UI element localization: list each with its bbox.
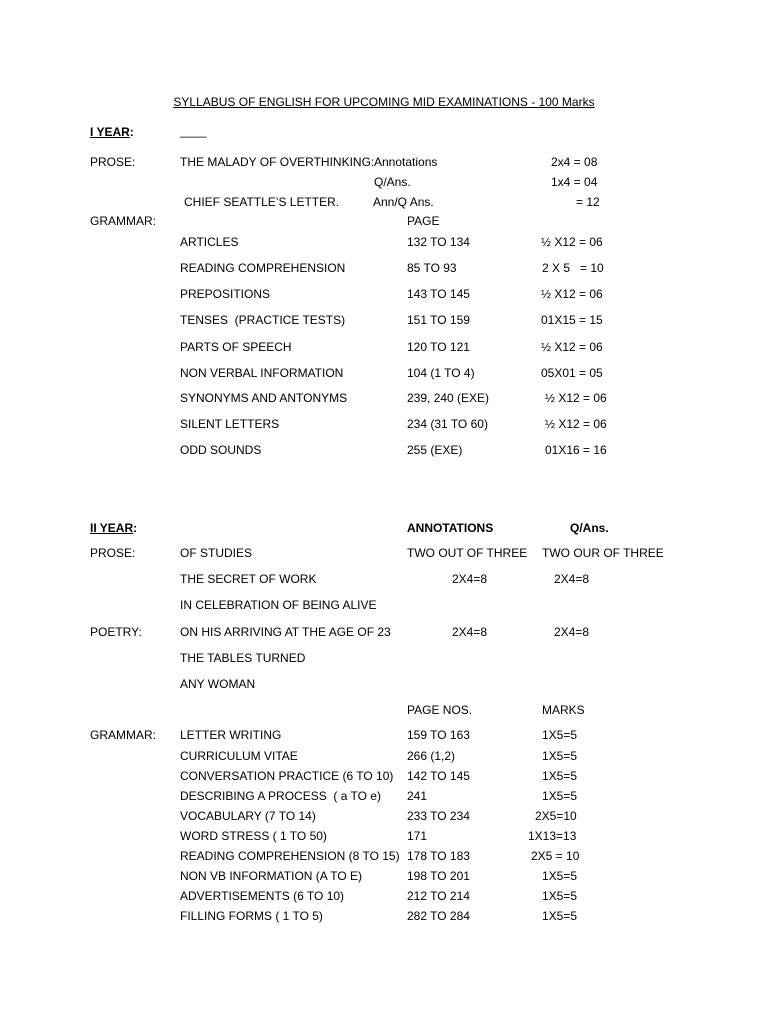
year2-grammar-topic: FILLING FORMS ( 1 TO 5) bbox=[180, 909, 323, 923]
year2-prose-name: IN CELEBRATION OF BEING ALIVE bbox=[180, 598, 377, 612]
year2-poetry-qans: 2X4=8 bbox=[554, 625, 590, 639]
year2-grammar-page: 241 bbox=[407, 789, 428, 803]
year1-grammar-marks: ½ X12 = 06 bbox=[541, 340, 603, 354]
year2-grammar-marks: 2X5 = 10 bbox=[531, 849, 580, 863]
year2-grammar-page: 233 TO 234 bbox=[407, 809, 470, 823]
year1-grammar-label: GRAMMAR: bbox=[90, 214, 156, 228]
year1-prose-type: Ann/Q Ans. bbox=[373, 195, 434, 209]
year2-grammar-page: 142 TO 145 bbox=[407, 769, 470, 783]
year2-grammar-topic: LETTER WRITING bbox=[180, 728, 282, 742]
year1-grammar-page: 132 TO 134 bbox=[407, 235, 470, 249]
year2-grammar-page: 159 TO 163 bbox=[407, 728, 470, 742]
year1-prose-marks: 1x4 = 04 bbox=[551, 175, 598, 189]
year2-grammar-topic: WORD STRESS ( 1 TO 50) bbox=[180, 829, 327, 843]
year1-grammar-marks: 2 X 5 = 10 bbox=[542, 261, 604, 275]
year1-grammar-marks: 01X16 = 16 bbox=[545, 443, 607, 457]
year2-grammar-marks: 1X5=5 bbox=[542, 789, 578, 803]
year2-grammar-page: 178 TO 183 bbox=[407, 849, 470, 863]
year2-grammar-marks: 1X5=5 bbox=[542, 909, 578, 923]
year1-grammar-page: 239, 240 (EXE) bbox=[407, 391, 490, 405]
year2-qans-header: Q/Ans. bbox=[570, 521, 609, 535]
year2-annotations-header: ANNOTATIONS bbox=[407, 521, 494, 535]
year1-grammar-page: 120 TO 121 bbox=[407, 340, 470, 354]
year2-grammar-topic: NON VB INFORMATION (A TO E) bbox=[180, 869, 363, 883]
year2-grammar-label: GRAMMAR: bbox=[90, 728, 156, 742]
year2-prose-ann: TWO OUT OF THREE bbox=[407, 546, 528, 560]
year2-label: II YEAR bbox=[90, 521, 134, 535]
year2-poetry-label: POETRY: bbox=[90, 625, 142, 639]
year2-prose-qans: TWO OUR OF THREE bbox=[542, 546, 664, 560]
year1-grammar-marks: ½ X12 = 06 bbox=[541, 287, 603, 301]
year2-prose-qans: 2X4=8 bbox=[554, 572, 590, 586]
year1-prose-name: CHIEF SEATTLE’S LETTER. bbox=[184, 195, 340, 209]
year2-grammar-page: 266 (1,2) bbox=[407, 749, 456, 763]
year2-grammar-page: 282 TO 284 bbox=[407, 909, 470, 923]
year1-grammar-marks: ½ X12 = 06 bbox=[545, 417, 607, 431]
year1-page-header: PAGE bbox=[407, 214, 440, 228]
year1-grammar-topic: ODD SOUNDS bbox=[180, 443, 262, 457]
year1-grammar-topic: SYNONYMS AND ANTONYMS bbox=[180, 391, 348, 405]
year2-grammar-marks: 1X5=5 bbox=[542, 769, 578, 783]
year1-grammar-topic: SILENT LETTERS bbox=[180, 417, 280, 431]
year2-prose-name: THE SECRET OF WORK bbox=[180, 572, 317, 586]
year2-grammar-topic: CURRICULUM VITAE bbox=[180, 749, 298, 763]
year2-grammar-topic: DESCRIBING A PROCESS ( a TO e) bbox=[180, 789, 381, 803]
year1-grammar-marks: ½ X12 = 06 bbox=[541, 235, 603, 249]
year1-grammar-topic: PREPOSITIONS bbox=[180, 287, 271, 301]
year2-prose-label: PROSE: bbox=[90, 546, 136, 560]
year1-blank-line: ____ bbox=[180, 124, 207, 138]
year2-grammar-marks: 1X5=5 bbox=[542, 869, 578, 883]
year2-poetry-name: ANY WOMAN bbox=[180, 677, 256, 691]
year2-grammar-topic: VOCABULARY (7 TO 14) bbox=[180, 809, 316, 823]
year2-prose-ann: 2X4=8 bbox=[452, 572, 488, 586]
year2-heading bbox=[90, 521, 137, 536]
year2-colon: : bbox=[133, 521, 138, 535]
year1-grammar-page: 255 (EXE) bbox=[407, 443, 463, 457]
year1-grammar-page: 234 (31 TO 60) bbox=[407, 417, 488, 431]
year1-grammar-marks: ½ X12 = 06 bbox=[545, 391, 607, 405]
year2-poetry-ann: 2X4=8 bbox=[452, 625, 488, 639]
year1-grammar-page: 143 TO 145 bbox=[407, 287, 470, 301]
year2-grammar-topic: CONVERSATION PRACTICE (6 TO 10) bbox=[180, 769, 394, 783]
year1-prose-name: THE MALADY OF OVERTHINKING: bbox=[180, 155, 375, 169]
year2-grammar-marks: 1X5=5 bbox=[542, 728, 578, 742]
year1-grammar-marks: 01X15 = 15 bbox=[541, 313, 603, 327]
year2-poetry-name: THE TABLES TURNED bbox=[180, 651, 306, 665]
year1-prose-marks: 2x4 = 08 bbox=[551, 155, 598, 169]
year2-grammar-marks: 1X5=5 bbox=[542, 889, 578, 903]
year2-marks-header: MARKS bbox=[542, 703, 585, 717]
year2-grammar-marks: 1X13=13 bbox=[528, 829, 577, 843]
year1-grammar-topic: PARTS OF SPEECH bbox=[180, 340, 292, 354]
year2-page-nos-header: PAGE NOS. bbox=[407, 703, 473, 717]
year2-grammar-page: 212 TO 214 bbox=[407, 889, 470, 903]
year1-grammar-topic: NON VERBAL INFORMATION bbox=[180, 366, 344, 380]
year1-grammar-page: 151 TO 159 bbox=[407, 313, 470, 327]
year2-poetry-name: ON HIS ARRIVING AT THE AGE OF 23 bbox=[180, 625, 391, 639]
year2-grammar-marks: 2X5=10 bbox=[535, 809, 577, 823]
document-title: SYLLABUS OF ENGLISH FOR UPCOMING MID EXAMINATIONS - 100 Marks bbox=[173, 95, 595, 109]
year2-grammar-topic: ADVERTISEMENTS (6 TO 10) bbox=[180, 889, 345, 903]
year2-grammar-topic: READING COMPREHENSION (8 TO 15) bbox=[180, 849, 400, 863]
year2-grammar-page: 198 TO 201 bbox=[407, 869, 470, 883]
year2-grammar-marks: 1X5=5 bbox=[542, 749, 578, 763]
year2-prose-name: OF STUDIES bbox=[180, 546, 253, 560]
year1-label: I YEAR bbox=[90, 125, 130, 139]
year1-grammar-page: 85 TO 93 bbox=[407, 261, 457, 275]
year1-grammar-page: 104 (1 TO 4) bbox=[407, 366, 475, 380]
year1-prose-label: PROSE: bbox=[90, 155, 136, 169]
year1-grammar-marks: 05X01 = 05 bbox=[541, 366, 603, 380]
year1-grammar-topic: READING COMPREHENSION bbox=[180, 261, 346, 275]
year1-grammar-topic: TENSES (PRACTICE TESTS) bbox=[180, 313, 346, 327]
year1-colon: : bbox=[129, 125, 134, 139]
year1-prose-type: Q/Ans. bbox=[374, 175, 411, 189]
year1-grammar-topic: ARTICLES bbox=[180, 235, 239, 249]
year1-prose-type: Annotations bbox=[374, 155, 438, 169]
year2-grammar-page: 171 bbox=[407, 829, 428, 843]
year1-prose-marks: = 12 bbox=[576, 195, 600, 209]
year1-heading bbox=[90, 125, 134, 140]
